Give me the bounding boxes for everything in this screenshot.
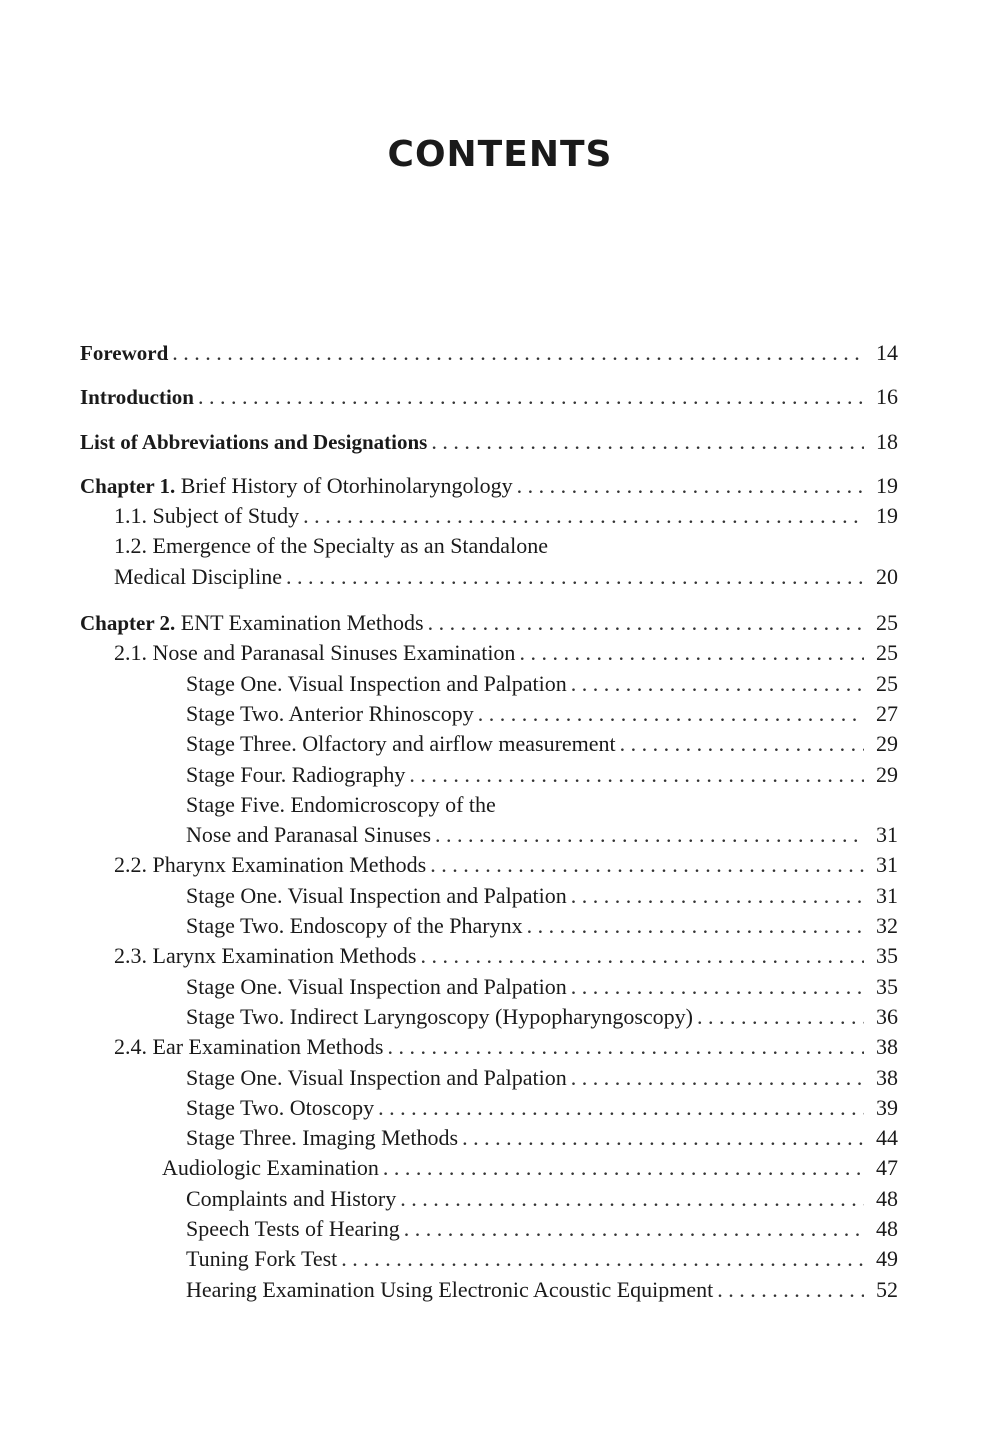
toc-entry-label: Stage Two. Otoscopy xyxy=(186,1094,375,1120)
toc-page-number: 25 xyxy=(876,610,898,636)
toc-entry-label: Foreword xyxy=(80,341,169,365)
toc-page-number: 38 xyxy=(876,1064,898,1090)
dot-leader xyxy=(697,1002,864,1032)
table-of-contents xyxy=(80,338,898,1305)
toc-entry-label: Stage Two. Anterior Rhinoscopy xyxy=(186,700,474,726)
toc-page-number: 31 xyxy=(876,852,898,878)
dot-leader xyxy=(383,1153,864,1183)
toc-entry-2-1-stage-5-line-1[interactable] xyxy=(80,790,898,820)
page-title: CONTENTS xyxy=(387,134,613,175)
dot-leader xyxy=(571,669,864,699)
dot-leader xyxy=(404,1214,864,1244)
toc-page-number: 38 xyxy=(876,1034,898,1060)
toc-entry-label xyxy=(80,471,513,501)
toc-entry-2-1-stage-5-line-2[interactable] xyxy=(80,820,898,850)
toc-entry-complaints-history[interactable] xyxy=(80,1184,898,1214)
dot-leader xyxy=(435,820,864,850)
toc-page-number: 52 xyxy=(876,1276,898,1302)
dot-leader xyxy=(571,972,864,1002)
toc-page-number: 32 xyxy=(876,913,898,939)
toc-entry-label: Stage Three. Imaging Methods xyxy=(186,1125,459,1151)
toc-entry-1-2-line-1[interactable] xyxy=(80,531,898,561)
toc-page-number: 35 xyxy=(876,943,898,969)
chapter-title: ENT Examination Methods xyxy=(180,610,424,636)
toc-entry-label: Stage Three. Olfactory and airflow measurement xyxy=(186,731,616,757)
dot-leader xyxy=(420,941,864,971)
toc-entry-2-4-stage-1[interactable] xyxy=(80,1063,898,1093)
toc-entry-label: Stage One. Visual Inspection and Palpation xyxy=(186,1064,567,1090)
toc-page-number: 18 xyxy=(876,428,898,454)
dot-leader xyxy=(717,1275,864,1305)
toc-entry-label: Introduction xyxy=(80,385,194,410)
toc-entry-label: 2.1. Nose and Paranasal Sinuses Examination xyxy=(114,640,516,666)
toc-entry-2-2-stage-1[interactable] xyxy=(80,881,898,911)
toc-entry-2-3[interactable] xyxy=(80,941,898,971)
toc-page-number: 19 xyxy=(876,472,898,498)
toc-page-number: 31 xyxy=(876,822,898,848)
toc-entry-label: Medical Discipline xyxy=(114,563,283,589)
toc-entry-abbreviations[interactable] xyxy=(80,427,898,457)
toc-page-number: 35 xyxy=(876,973,898,999)
dot-leader xyxy=(571,1063,864,1093)
dot-leader xyxy=(341,1244,864,1274)
toc-entry-chapter-2[interactable] xyxy=(80,608,898,638)
dot-leader xyxy=(198,382,864,412)
toc-entry-label: Stage Five. Endomicroscopy of the xyxy=(186,791,496,817)
dot-leader xyxy=(462,1123,864,1153)
toc-entry-1-1[interactable] xyxy=(80,501,898,531)
toc-entry-label: 1.1. Subject of Study xyxy=(114,503,300,529)
toc-entry-2-1-stage-1[interactable] xyxy=(80,669,898,699)
toc-page-number: 36 xyxy=(876,1003,898,1029)
toc-entry-2-2[interactable] xyxy=(80,850,898,880)
toc-entry-label: Speech Tests of Hearing xyxy=(186,1216,400,1242)
toc-page-number: 47 xyxy=(876,1155,898,1181)
toc-entry-2-4-stage-2[interactable] xyxy=(80,1093,898,1123)
dot-leader xyxy=(303,501,864,531)
dot-leader xyxy=(571,881,864,911)
toc-entry-tuning-fork-test[interactable] xyxy=(80,1244,898,1274)
toc-page-number: 48 xyxy=(876,1185,898,1211)
toc-entry-label: Hearing Examination Using Electronic Acoustic Equipment xyxy=(186,1276,714,1302)
toc-entry-label: Stage One. Visual Inspection and Palpation xyxy=(186,882,567,908)
toc-entry-chapter-1[interactable] xyxy=(80,471,898,501)
toc-entry-2-1-stage-4[interactable] xyxy=(80,760,898,790)
toc-page-number: 49 xyxy=(876,1246,898,1272)
toc-page-number: 20 xyxy=(876,563,898,589)
toc-entry-2-2-stage-2[interactable] xyxy=(80,911,898,941)
dot-leader xyxy=(400,1184,864,1214)
toc-page-number: 29 xyxy=(876,761,898,787)
toc-entry-2-4[interactable] xyxy=(80,1032,898,1062)
toc-entry-label xyxy=(80,608,424,638)
toc-page-number: 25 xyxy=(876,670,898,696)
toc-entry-label: Complaints and History xyxy=(186,1185,397,1211)
dot-leader xyxy=(431,427,864,457)
dot-leader xyxy=(286,562,864,592)
toc-entry-foreword[interactable] xyxy=(80,338,898,368)
toc-entry-label: Stage Two. Indirect Laryngoscopy (Hypopharyngoscopy) xyxy=(186,1003,693,1029)
toc-entry-2-3-stage-1[interactable] xyxy=(80,972,898,1002)
toc-entry-label: Audiologic Examination xyxy=(162,1155,379,1181)
toc-page-number: 39 xyxy=(876,1094,898,1120)
toc-entry-label: Tuning Fork Test xyxy=(186,1246,338,1272)
toc-entry-speech-tests[interactable] xyxy=(80,1214,898,1244)
toc-entry-electronic-acoustic[interactable] xyxy=(80,1275,898,1305)
toc-entry-label: 2.3. Larynx Examination Methods xyxy=(114,943,417,969)
dot-leader xyxy=(519,638,864,668)
toc-entry-label: 2.2. Pharynx Examination Methods xyxy=(114,852,427,878)
dot-leader xyxy=(620,729,864,759)
dot-leader xyxy=(517,471,864,501)
toc-page-number: 31 xyxy=(876,882,898,908)
chapter-title: Brief History of Otorhinolaryngology xyxy=(180,472,513,498)
dot-leader xyxy=(378,1093,864,1123)
toc-entry-2-1-stage-2[interactable] xyxy=(80,699,898,729)
toc-entry-2-1[interactable] xyxy=(80,638,898,668)
chapter-prefix: Chapter 2. xyxy=(80,611,176,636)
toc-entry-2-3-stage-2[interactable] xyxy=(80,1002,898,1032)
toc-page-number: 27 xyxy=(876,700,898,726)
dot-leader xyxy=(478,699,864,729)
toc-entry-label: Stage Four. Radiography xyxy=(186,761,406,787)
toc-entry-2-1-stage-3[interactable] xyxy=(80,729,898,759)
toc-page-number: 29 xyxy=(876,731,898,757)
dot-leader xyxy=(428,608,864,638)
dot-leader xyxy=(527,911,864,941)
toc-page-number: 48 xyxy=(876,1216,898,1242)
dot-leader xyxy=(430,850,864,880)
toc-page-number: 19 xyxy=(876,503,898,529)
toc-entry-label: Stage Two. Endoscopy of the Pharynx xyxy=(186,913,523,939)
toc-page-number: 25 xyxy=(876,640,898,666)
toc-page-number: 14 xyxy=(876,340,898,365)
toc-entry-label: 2.4. Ear Examination Methods xyxy=(114,1034,384,1060)
toc-entry-label: List of Abbreviations and Designations xyxy=(80,429,428,454)
toc-entry-introduction[interactable] xyxy=(80,382,898,412)
chapter-prefix: Chapter 1. xyxy=(80,473,176,498)
toc-entry-label: Nose and Paranasal Sinuses xyxy=(186,822,432,848)
toc-entry-label: Stage One. Visual Inspection and Palpation xyxy=(186,670,567,696)
dot-leader xyxy=(409,760,864,790)
toc-entry-label: Stage One. Visual Inspection and Palpation xyxy=(186,973,567,999)
dot-leader xyxy=(172,338,864,368)
toc-page-number: 16 xyxy=(876,384,898,410)
dot-leader xyxy=(387,1032,864,1062)
toc-entry-2-4-stage-3[interactable] xyxy=(80,1123,898,1153)
toc-entry-1-2-line-2[interactable] xyxy=(80,562,898,592)
toc-entry-label: 1.2. Emergence of the Specialty as an Standalone xyxy=(114,533,548,559)
toc-entry-audiologic-examination[interactable] xyxy=(80,1153,898,1183)
toc-page-number: 44 xyxy=(876,1125,898,1151)
